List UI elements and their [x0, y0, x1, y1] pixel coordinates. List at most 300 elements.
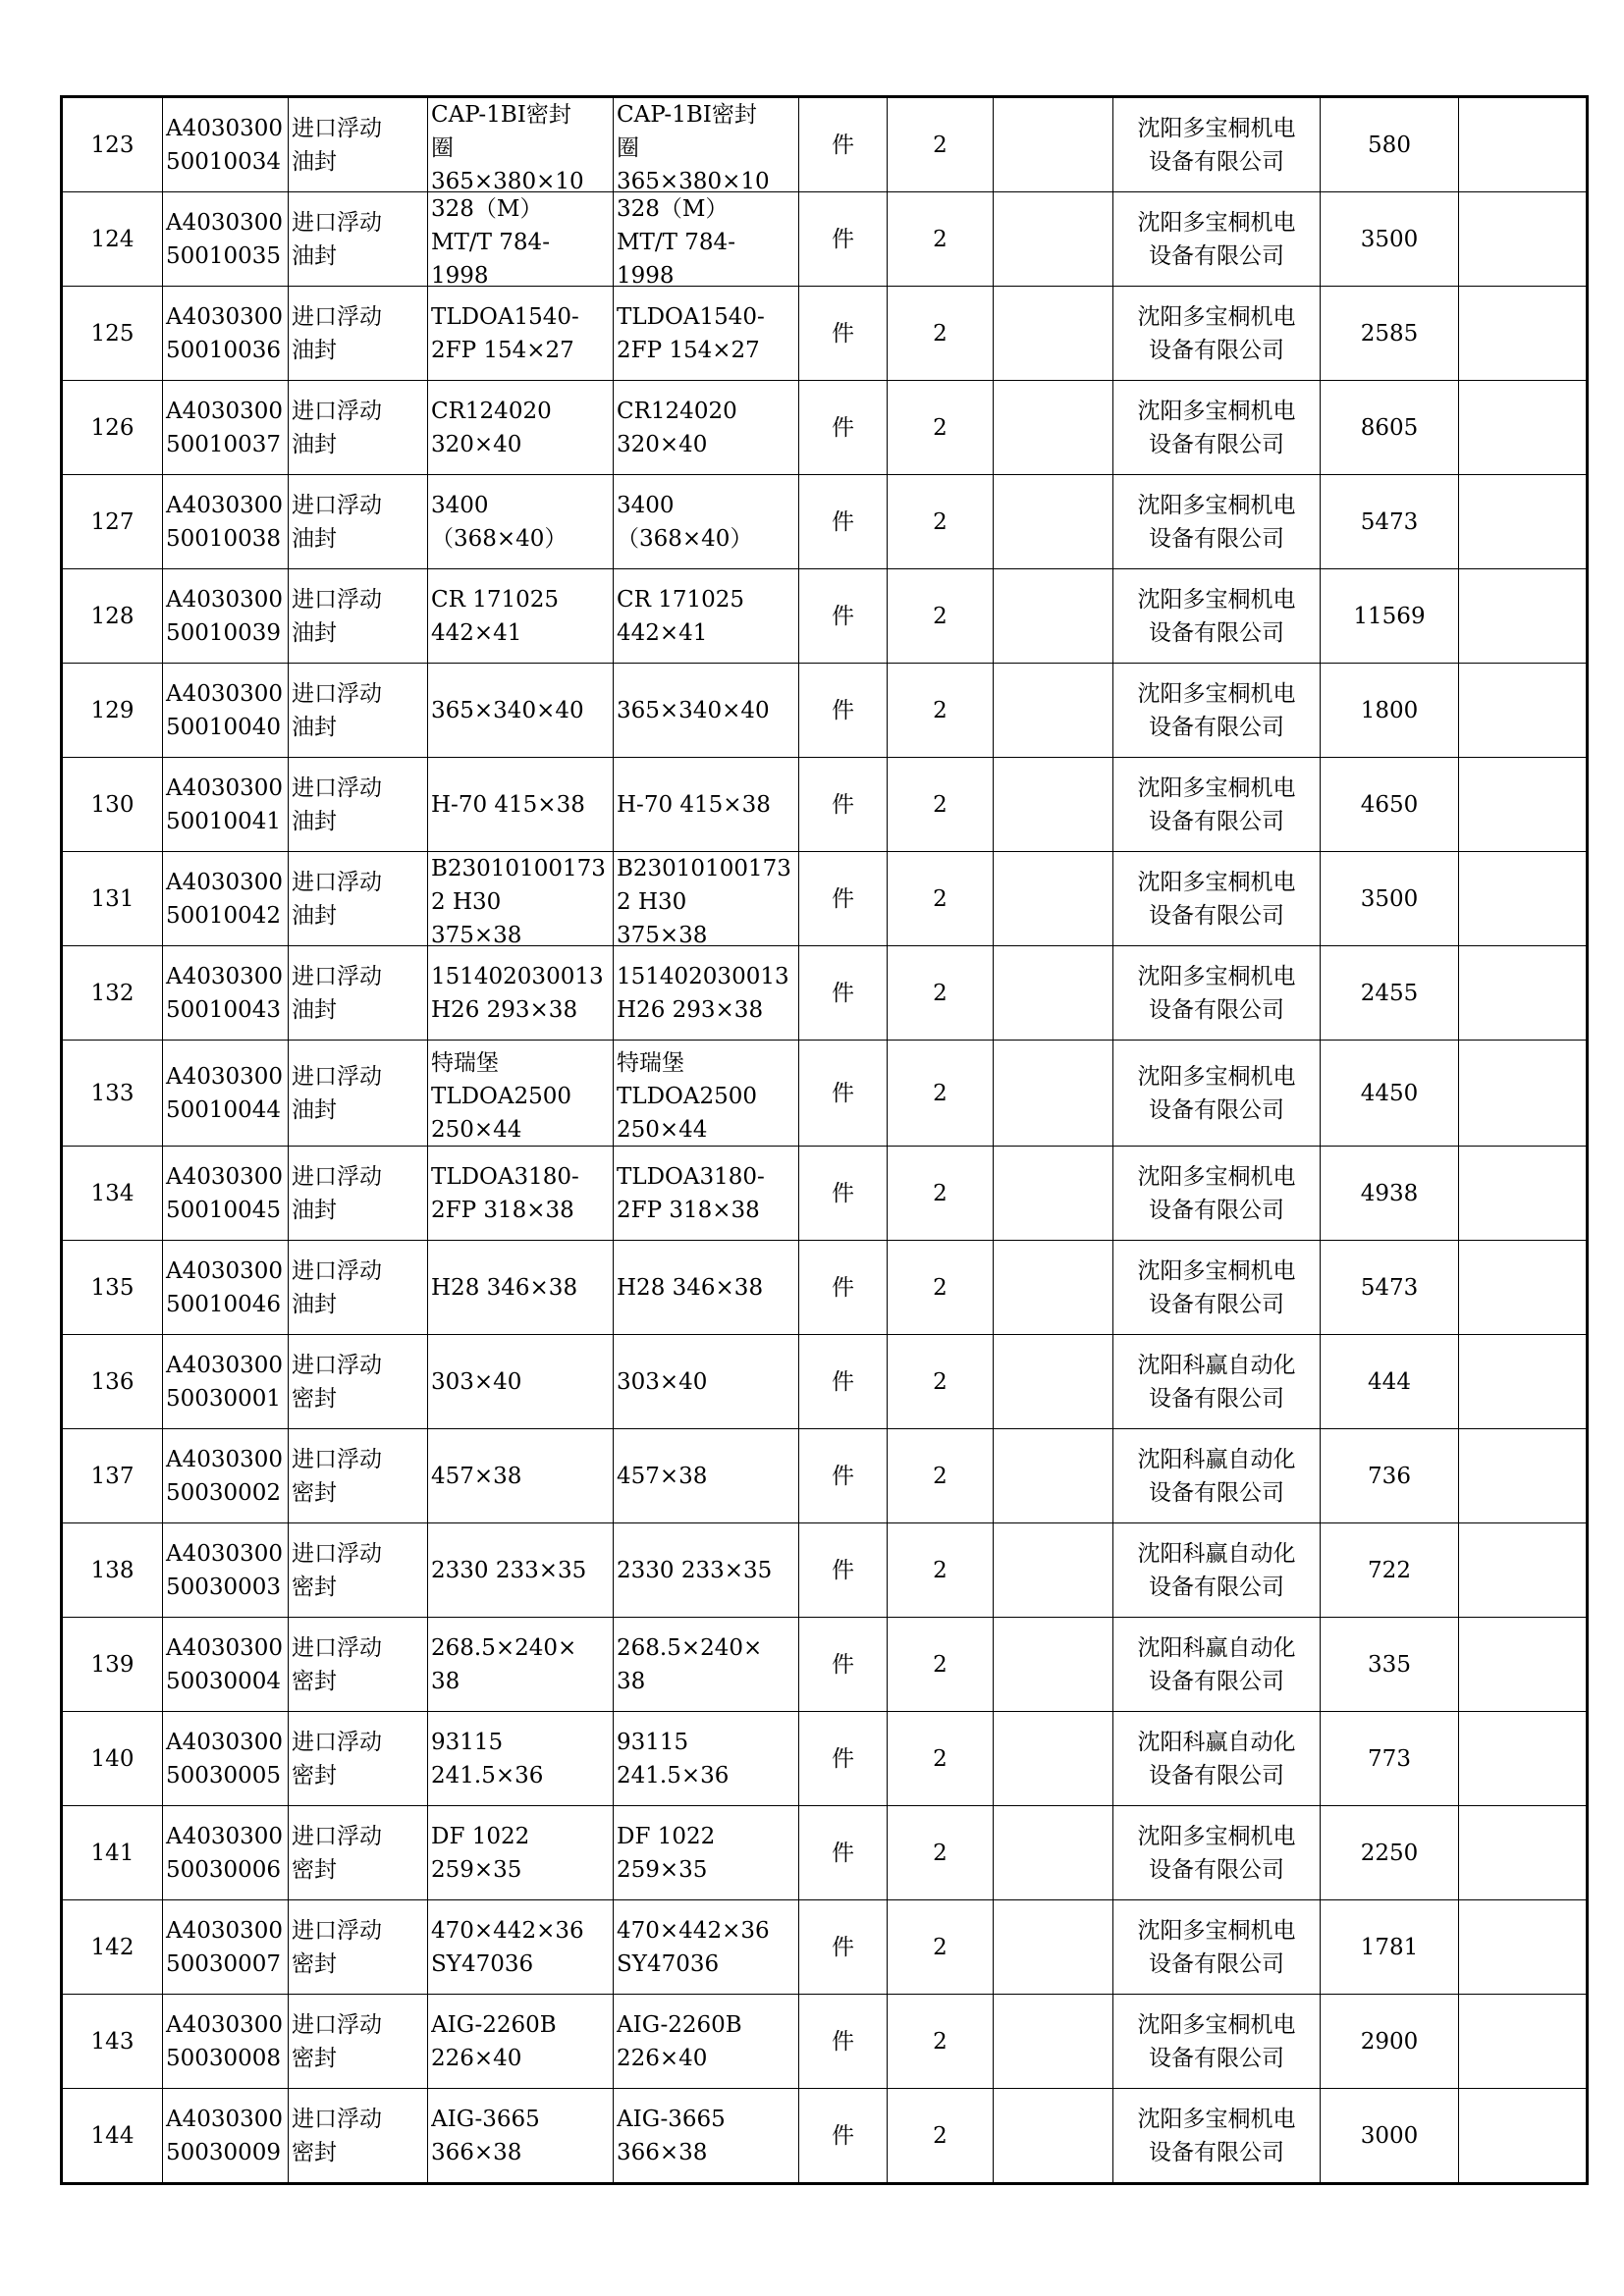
specification-text: CR 171025 442×41: [431, 586, 560, 646]
specification-text: AIG-2260B 226×40: [431, 2011, 557, 2071]
cell-specification: [428, 192, 614, 287]
supplier-text: 沈阳多宝桐机电 设备有限公司: [1137, 1163, 1296, 1223]
cell-remark: [1459, 946, 1588, 1041]
cell-quantity: 2: [888, 287, 994, 381]
cell-quantity: 2: [888, 1995, 994, 2089]
cell-unit: 件: [799, 1041, 888, 1147]
cell-material-name: [289, 1147, 428, 1241]
material-name-text: 进口浮动 油封: [292, 492, 382, 552]
cell-note: [994, 758, 1113, 852]
cell-row-number: 140: [62, 1712, 163, 1806]
material-name-text: 进口浮动 油封: [292, 398, 382, 457]
cell-supplier: [1113, 569, 1321, 664]
cell-unit: 件: [799, 192, 888, 287]
cell-material-code: [163, 1900, 289, 1995]
cell-remark: [1459, 1995, 1588, 2089]
table-row: [62, 946, 1588, 1041]
cell-note: [994, 1147, 1113, 1241]
cell-model: [614, 1712, 799, 1806]
cell-unit-price: 4650: [1321, 758, 1459, 852]
cell-model: [614, 1523, 799, 1618]
model-text: AIG-3665 366×38: [617, 2106, 726, 2165]
cell-specification: [428, 852, 614, 946]
material-code-text: A4030300 50010041: [166, 774, 284, 834]
cell-unit-price: 2900: [1321, 1995, 1459, 2089]
specification-text: 268.5×240× 38: [431, 1634, 577, 1694]
cell-remark: [1459, 192, 1588, 287]
cell-row-number: 135: [62, 1241, 163, 1335]
cell-note: [994, 97, 1113, 192]
specification-text: H-70 415×38: [431, 791, 585, 818]
table-row: [62, 381, 1588, 475]
supplier-text: 沈阳多宝桐机电 设备有限公司: [1137, 1917, 1296, 1977]
cell-material-code: [163, 1806, 289, 1900]
cell-material-code: [163, 664, 289, 758]
cell-material-code: [163, 1995, 289, 2089]
cell-material-code: [163, 381, 289, 475]
cell-specification: [428, 1241, 614, 1335]
specification-text: 2330 233×35: [431, 1557, 587, 1583]
material-name-text: 进口浮动 油封: [292, 1063, 382, 1123]
cell-unit: 件: [799, 1335, 888, 1429]
cell-specification: [428, 758, 614, 852]
cell-material-code: [163, 946, 289, 1041]
cell-unit-price: 444: [1321, 1335, 1459, 1429]
cell-model: [614, 97, 799, 192]
cell-material-name: [289, 852, 428, 946]
model-text: TLDOA3180- 2FP 318×38: [617, 1163, 765, 1223]
cell-supplier: [1113, 1618, 1321, 1712]
material-code-text: A4030300 50010042: [166, 869, 284, 929]
specification-text: 328（M） MT/T 784- 1998: [431, 196, 550, 286]
supplier-text: 沈阳科赢自动化 设备有限公司: [1137, 1729, 1296, 1789]
table-row: [62, 1618, 1588, 1712]
cell-remark: [1459, 2089, 1588, 2184]
cell-unit: 件: [799, 475, 888, 569]
material-code-text: A4030300 50030001: [166, 1352, 284, 1412]
cell-material-code: [163, 97, 289, 192]
cell-note: [994, 1806, 1113, 1900]
cell-material-name: [289, 1900, 428, 1995]
cell-specification: [428, 1429, 614, 1523]
cell-material-name: [289, 1806, 428, 1900]
material-code-text: A4030300 50030008: [166, 2011, 284, 2071]
supplier-text: 沈阳多宝桐机电 设备有限公司: [1137, 680, 1296, 740]
cell-note: [994, 569, 1113, 664]
cell-note: [994, 946, 1113, 1041]
cell-remark: [1459, 758, 1588, 852]
material-code-text: A4030300 50030004: [166, 1634, 284, 1694]
specification-text: TLDOA1540- 2FP 154×27: [431, 303, 579, 363]
cell-material-name: [289, 1712, 428, 1806]
cell-unit: 件: [799, 852, 888, 946]
cell-material-code: [163, 287, 289, 381]
cell-quantity: 2: [888, 758, 994, 852]
cell-row-number: 144: [62, 2089, 163, 2184]
cell-specification: [428, 1995, 614, 2089]
cell-material-name: [289, 475, 428, 569]
cell-material-code: [163, 1523, 289, 1618]
specification-text: DF 1022 259×35: [431, 1823, 530, 1883]
model-text: 93115 241.5×36: [617, 1729, 730, 1789]
cell-specification: [428, 1900, 614, 1995]
table-row: [62, 287, 1588, 381]
table-row: [62, 97, 1588, 192]
cell-note: [994, 664, 1113, 758]
cell-row-number: 130: [62, 758, 163, 852]
cell-specification: [428, 287, 614, 381]
cell-unit: 件: [799, 1429, 888, 1523]
cell-unit: 件: [799, 1618, 888, 1712]
cell-quantity: 2: [888, 852, 994, 946]
material-name-text: 进口浮动 密封: [292, 1446, 382, 1506]
cell-model: [614, 1335, 799, 1429]
cell-material-name: [289, 1995, 428, 2089]
material-code-text: A4030300 50010043: [166, 963, 284, 1023]
material-code-text: A4030300 50010040: [166, 680, 284, 740]
cell-note: [994, 192, 1113, 287]
cell-note: [994, 1995, 1113, 2089]
cell-supplier: [1113, 852, 1321, 946]
model-text: 470×442×36 SY47036: [617, 1917, 770, 1977]
cell-material-name: [289, 1429, 428, 1523]
cell-remark: [1459, 1806, 1588, 1900]
cell-unit-price: 2250: [1321, 1806, 1459, 1900]
cell-unit-price: 335: [1321, 1618, 1459, 1712]
cell-row-number: 129: [62, 664, 163, 758]
cell-quantity: 2: [888, 1712, 994, 1806]
cell-remark: [1459, 1147, 1588, 1241]
supplier-text: 沈阳多宝桐机电 设备有限公司: [1137, 209, 1296, 269]
material-name-text: 进口浮动 油封: [292, 1163, 382, 1223]
cell-model: [614, 287, 799, 381]
cell-model: [614, 1147, 799, 1241]
cell-row-number: 125: [62, 287, 163, 381]
cell-remark: [1459, 475, 1588, 569]
table-row: [62, 852, 1588, 946]
cell-note: [994, 1523, 1113, 1618]
cell-material-code: [163, 1618, 289, 1712]
cell-specification: [428, 1806, 614, 1900]
cell-row-number: 133: [62, 1041, 163, 1147]
table-row: [62, 1335, 1588, 1429]
model-text: 328（M） MT/T 784- 1998: [617, 196, 735, 286]
supplier-text: 沈阳科赢自动化 设备有限公司: [1137, 1352, 1296, 1412]
cell-quantity: 2: [888, 1335, 994, 1429]
cell-quantity: 2: [888, 381, 994, 475]
cell-note: [994, 1429, 1113, 1523]
cell-quantity: 2: [888, 475, 994, 569]
cell-specification: [428, 475, 614, 569]
table-body: [62, 97, 1588, 2184]
cell-unit: 件: [799, 758, 888, 852]
supplier-text: 沈阳多宝桐机电 设备有限公司: [1137, 586, 1296, 646]
cell-model: [614, 381, 799, 475]
material-name-text: 进口浮动 密封: [292, 1729, 382, 1789]
model-text: 268.5×240× 38: [617, 1634, 763, 1694]
material-name-text: 进口浮动 密封: [292, 2011, 382, 2071]
cell-supplier: [1113, 1806, 1321, 1900]
table-row: [62, 475, 1588, 569]
cell-row-number: 137: [62, 1429, 163, 1523]
cell-quantity: 2: [888, 569, 994, 664]
cell-model: [614, 2089, 799, 2184]
material-code-text: A4030300 50030007: [166, 1917, 284, 1977]
cell-row-number: 142: [62, 1900, 163, 1995]
cell-material-name: [289, 946, 428, 1041]
cell-supplier: [1113, 1241, 1321, 1335]
cell-note: [994, 2089, 1113, 2184]
material-code-text: A4030300 50010036: [166, 303, 284, 363]
model-text: 特瑞堡 TLDOA2500 250×44: [617, 1050, 758, 1140]
supplier-text: 沈阳多宝桐机电 设备有限公司: [1137, 1257, 1296, 1317]
cell-unit-price: 2585: [1321, 287, 1459, 381]
cell-supplier: [1113, 758, 1321, 852]
supplier-text: 沈阳多宝桐机电 设备有限公司: [1137, 303, 1296, 363]
supplier-text: 沈阳多宝桐机电 设备有限公司: [1137, 398, 1296, 457]
cell-remark: [1459, 569, 1588, 664]
supplier-text: 沈阳多宝桐机电 设备有限公司: [1137, 115, 1296, 175]
cell-specification: [428, 1618, 614, 1712]
cell-row-number: 123: [62, 97, 163, 192]
cell-quantity: 2: [888, 1147, 994, 1241]
table-row: [62, 1523, 1588, 1618]
cell-unit: 件: [799, 1900, 888, 1995]
cell-remark: [1459, 1041, 1588, 1147]
cell-unit: 件: [799, 1995, 888, 2089]
model-text: DF 1022 259×35: [617, 1823, 716, 1883]
cell-model: [614, 192, 799, 287]
cell-unit-price: 11569: [1321, 569, 1459, 664]
cell-unit-price: 1800: [1321, 664, 1459, 758]
specification-text: B23010100173 2 H30 375×38: [431, 856, 606, 945]
cell-note: [994, 1335, 1113, 1429]
specification-text: 93115 241.5×36: [431, 1729, 544, 1789]
cell-unit: 件: [799, 1147, 888, 1241]
cell-quantity: 2: [888, 1523, 994, 1618]
model-text: CR124020 320×40: [617, 398, 737, 457]
material-name-text: 进口浮动 密封: [292, 1634, 382, 1694]
table-row: [62, 1147, 1588, 1241]
cell-specification: [428, 1335, 614, 1429]
model-text: CAP-1BI密封 圈 365×380×10: [617, 102, 770, 191]
material-name-text: 进口浮动 油封: [292, 869, 382, 929]
material-name-text: 进口浮动 油封: [292, 209, 382, 269]
specification-text: TLDOA3180- 2FP 318×38: [431, 1163, 579, 1223]
cell-supplier: [1113, 1900, 1321, 1995]
cell-quantity: 2: [888, 192, 994, 287]
material-name-text: 进口浮动 油封: [292, 774, 382, 834]
cell-unit-price: 736: [1321, 1429, 1459, 1523]
cell-material-name: [289, 664, 428, 758]
cell-row-number: 143: [62, 1995, 163, 2089]
cell-material-code: [163, 569, 289, 664]
model-text: 303×40: [617, 1368, 708, 1395]
cell-material-name: [289, 569, 428, 664]
material-code-text: A4030300 50010034: [166, 115, 284, 175]
cell-material-code: [163, 1041, 289, 1147]
cell-unit-price: 580: [1321, 97, 1459, 192]
material-code-text: A4030300 50010039: [166, 586, 284, 646]
cell-note: [994, 381, 1113, 475]
cell-material-name: [289, 287, 428, 381]
cell-row-number: 141: [62, 1806, 163, 1900]
cell-quantity: 2: [888, 2089, 994, 2184]
cell-row-number: 139: [62, 1618, 163, 1712]
supplier-text: 沈阳科赢自动化 设备有限公司: [1137, 1540, 1296, 1600]
cell-row-number: 131: [62, 852, 163, 946]
cell-supplier: [1113, 192, 1321, 287]
cell-material-code: [163, 1241, 289, 1335]
cell-model: [614, 1995, 799, 2089]
cell-note: [994, 1041, 1113, 1147]
supplier-text: 沈阳多宝桐机电 设备有限公司: [1137, 963, 1296, 1023]
specification-text: AIG-3665 366×38: [431, 2106, 540, 2165]
cell-material-code: [163, 1147, 289, 1241]
cell-unit: 件: [799, 1712, 888, 1806]
supplier-text: 沈阳多宝桐机电 设备有限公司: [1137, 2011, 1296, 2071]
cell-unit-price: 722: [1321, 1523, 1459, 1618]
cell-note: [994, 1900, 1113, 1995]
cell-supplier: [1113, 1995, 1321, 2089]
parts-table: [60, 95, 1589, 2185]
cell-unit: 件: [799, 2089, 888, 2184]
cell-material-code: [163, 1335, 289, 1429]
cell-remark: [1459, 1618, 1588, 1712]
supplier-text: 沈阳多宝桐机电 设备有限公司: [1137, 2106, 1296, 2165]
cell-material-name: [289, 192, 428, 287]
specification-text: 365×340×40: [431, 697, 584, 723]
model-text: B23010100173 2 H30 375×38: [617, 856, 791, 945]
material-code-text: A4030300 50010044: [166, 1063, 284, 1123]
cell-specification: [428, 1041, 614, 1147]
cell-row-number: 128: [62, 569, 163, 664]
cell-supplier: [1113, 1712, 1321, 1806]
model-text: TLDOA1540- 2FP 154×27: [617, 303, 765, 363]
cell-unit-price: 5473: [1321, 1241, 1459, 1335]
cell-material-code: [163, 1429, 289, 1523]
material-name-text: 进口浮动 油封: [292, 115, 382, 175]
model-text: 2330 233×35: [617, 1557, 773, 1583]
cell-remark: [1459, 852, 1588, 946]
cell-unit: 件: [799, 381, 888, 475]
cell-supplier: [1113, 2089, 1321, 2184]
cell-row-number: 138: [62, 1523, 163, 1618]
cell-supplier: [1113, 97, 1321, 192]
cell-quantity: 2: [888, 1241, 994, 1335]
table-row: [62, 569, 1588, 664]
cell-quantity: 2: [888, 664, 994, 758]
cell-supplier: [1113, 381, 1321, 475]
cell-model: [614, 664, 799, 758]
cell-specification: [428, 946, 614, 1041]
table-row: [62, 1041, 1588, 1147]
cell-model: [614, 946, 799, 1041]
cell-material-name: [289, 1335, 428, 1429]
material-name-text: 进口浮动 油封: [292, 680, 382, 740]
material-code-text: A4030300 50030003: [166, 1540, 284, 1600]
cell-unit-price: 3000: [1321, 2089, 1459, 2184]
cell-unit-price: 8605: [1321, 381, 1459, 475]
cell-remark: [1459, 287, 1588, 381]
table-row: [62, 192, 1588, 287]
material-code-text: A4030300 50010038: [166, 492, 284, 552]
cell-model: [614, 852, 799, 946]
cell-quantity: 2: [888, 1429, 994, 1523]
model-text: 3400 （368×40）: [617, 492, 753, 552]
cell-model: [614, 1618, 799, 1712]
cell-model: [614, 1806, 799, 1900]
cell-remark: [1459, 1429, 1588, 1523]
cell-specification: [428, 2089, 614, 2184]
cell-material-name: [289, 1241, 428, 1335]
cell-supplier: [1113, 946, 1321, 1041]
cell-model: [614, 569, 799, 664]
specification-text: CAP-1BI密封 圈 365×380×10: [431, 102, 584, 191]
cell-supplier: [1113, 664, 1321, 758]
material-name-text: 进口浮动 密封: [292, 1352, 382, 1412]
cell-row-number: 127: [62, 475, 163, 569]
material-code-text: A4030300 50030002: [166, 1446, 284, 1506]
specification-text: CR124020 320×40: [431, 398, 552, 457]
material-code-text: A4030300 50030006: [166, 1823, 284, 1883]
cell-material-code: [163, 192, 289, 287]
cell-unit: 件: [799, 1806, 888, 1900]
cell-supplier: [1113, 1523, 1321, 1618]
cell-note: [994, 1241, 1113, 1335]
material-name-text: 进口浮动 密封: [292, 1917, 382, 1977]
material-name-text: 进口浮动 油封: [292, 963, 382, 1023]
cell-row-number: 136: [62, 1335, 163, 1429]
cell-model: [614, 758, 799, 852]
cell-unit: 件: [799, 1241, 888, 1335]
cell-unit-price: 3500: [1321, 852, 1459, 946]
cell-material-code: [163, 475, 289, 569]
model-text: AIG-2260B 226×40: [617, 2011, 742, 2071]
material-code-text: A4030300 50010046: [166, 1257, 284, 1317]
cell-specification: [428, 381, 614, 475]
cell-note: [994, 287, 1113, 381]
table-row: [62, 664, 1588, 758]
cell-model: [614, 1041, 799, 1147]
cell-unit-price: 4938: [1321, 1147, 1459, 1241]
table-row: [62, 1806, 1588, 1900]
model-text: 151402030013 H26 293×38: [617, 963, 789, 1023]
cell-specification: [428, 1712, 614, 1806]
cell-unit-price: 2455: [1321, 946, 1459, 1041]
cell-row-number: 134: [62, 1147, 163, 1241]
cell-material-code: [163, 758, 289, 852]
model-text: H-70 415×38: [617, 791, 771, 818]
material-name-text: 进口浮动 密封: [292, 1540, 382, 1600]
cell-unit-price: 1781: [1321, 1900, 1459, 1995]
model-text: 457×38: [617, 1463, 708, 1489]
cell-quantity: 2: [888, 1618, 994, 1712]
model-text: H28 346×38: [617, 1274, 764, 1301]
supplier-text: 沈阳多宝桐机电 设备有限公司: [1137, 774, 1296, 834]
cell-unit: 件: [799, 946, 888, 1041]
material-name-text: 进口浮动 油封: [292, 303, 382, 363]
cell-supplier: [1113, 287, 1321, 381]
cell-model: [614, 1900, 799, 1995]
supplier-text: 沈阳多宝桐机电 设备有限公司: [1137, 869, 1296, 929]
model-text: CR 171025 442×41: [617, 586, 745, 646]
specification-text: 470×442×36 SY47036: [431, 1917, 584, 1977]
cell-remark: [1459, 664, 1588, 758]
cell-supplier: [1113, 1041, 1321, 1147]
table-row: [62, 1429, 1588, 1523]
cell-model: [614, 1241, 799, 1335]
